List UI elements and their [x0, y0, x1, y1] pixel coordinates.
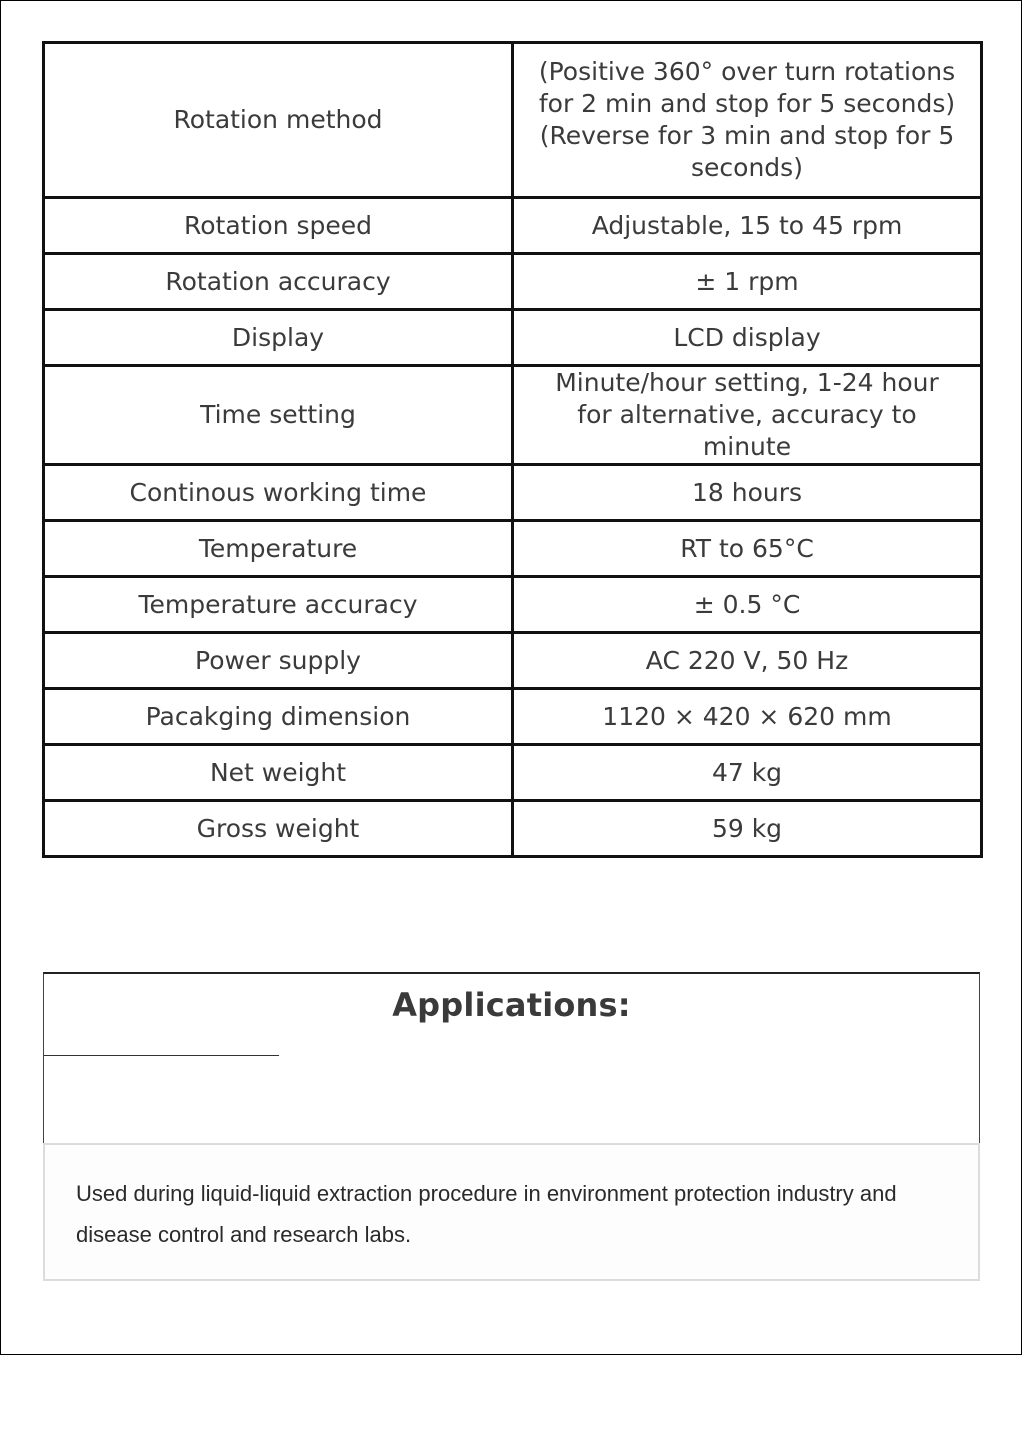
table-row — [44, 310, 982, 366]
spec-label: Gross weight — [44, 801, 513, 857]
spec-value: RT to 65°C — [513, 521, 982, 577]
spec-value: (Positive 360° over turn rotations for 2 min and stop for 5 seconds) (Reverse for 3 min and stop for 5 seconds) — [513, 43, 982, 198]
spec-label: Temperature accuracy — [44, 577, 513, 633]
spec-value: ± 1 rpm — [513, 254, 982, 310]
spec-label: Time setting — [44, 366, 513, 465]
table-row — [44, 198, 982, 254]
spec-label: Pacakging dimension — [44, 689, 513, 745]
spec-label: Display — [44, 310, 513, 366]
table-row — [44, 465, 982, 521]
spec-label: Rotation speed — [44, 198, 513, 254]
spec-label: Continous working time — [44, 465, 513, 521]
applications-text: Used during liquid-liquid extraction procedure in environment protection industry and disease control and research labs. — [76, 1181, 897, 1247]
spec-label: Power supply — [44, 633, 513, 689]
spec-label: Temperature — [44, 521, 513, 577]
applications-header — [43, 972, 980, 1143]
spec-value: 1120 × 420 × 620 mm — [513, 689, 982, 745]
applications-body — [43, 1143, 980, 1281]
table-row — [44, 801, 982, 857]
divider — [44, 1055, 279, 1056]
spec-value: AC 220 V, 50 Hz — [513, 633, 982, 689]
table-row — [44, 577, 982, 633]
table-row — [44, 254, 982, 310]
applications-title: Applications: — [392, 986, 631, 1024]
spec-label: Rotation method — [44, 43, 513, 198]
spec-label: Rotation accuracy — [44, 254, 513, 310]
spec-value: LCD display — [513, 310, 982, 366]
table-row — [44, 633, 982, 689]
spec-value: Adjustable, 15 to 45 rpm — [513, 198, 982, 254]
table-row — [44, 745, 982, 801]
spec-value: 47 kg — [513, 745, 982, 801]
applications-section — [43, 972, 980, 1281]
spec-value: 18 hours — [513, 465, 982, 521]
spec-value: ± 0.5 °C — [513, 577, 982, 633]
table-row — [44, 366, 982, 465]
table-row — [44, 521, 982, 577]
table-row — [44, 43, 982, 198]
spec-label: Net weight — [44, 745, 513, 801]
spec-value: 59 kg — [513, 801, 982, 857]
table-row — [44, 689, 982, 745]
spec-value: Minute/hour setting, 1-24 hour for alternative, accuracy to minute — [513, 366, 982, 465]
specification-table — [42, 41, 983, 858]
